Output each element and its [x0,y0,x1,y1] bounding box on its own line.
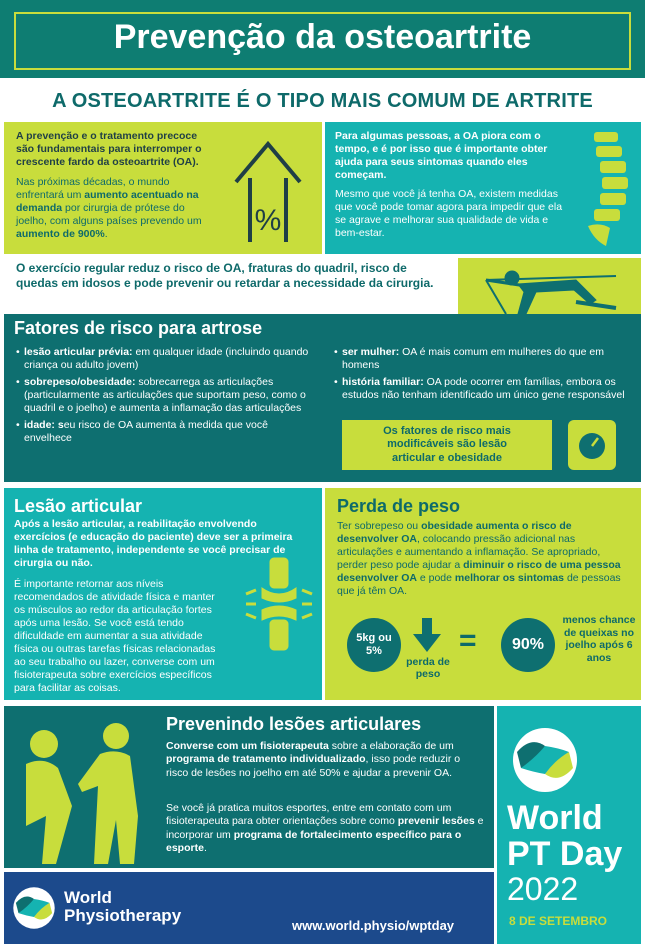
percent-arrow-up-icon [226,130,310,246]
risk-item: • sobrepeso/obesidade: sobrecarrega as articulações (particularmente as articulações que suportam peso, como o quadril e o joelho) e aumenta a inflamação das articulações [16,376,316,415]
preventing-text-2: Se você já pratica muitos esportes, entre em contato com um fisioterapeuta para obter orientações sobre como prevenir lesões e incorporar um programa de fortalecimento específico para o esporte. [166,802,484,854]
wptday-panel [497,706,641,944]
result-text: menos chance de queixas no joelho após 6 anos [562,614,636,664]
risk-callout-text: Os fatores de risco mais modificáveis são lesão articular e obesidade [383,424,511,464]
wptday-line1: World [507,799,603,837]
page-title: Prevenção da osteoartrite [113,18,532,56]
arrow-label: perda de peso [406,656,450,680]
preventing-title: Prevenindo lesões articulares [166,714,422,734]
footer-url[interactable]: www.world.physio/wptday [292,918,455,933]
svg-text:%: % [254,204,282,237]
arrow-down-icon [413,618,441,652]
intro-right-panel [325,122,641,254]
wptday-date: 8 DE SETEMBRO [509,914,608,928]
joint-injury-panel [4,488,322,700]
joint-injury-text: É importante retornar aos níveis recomendados de atividade física e manter os músculos ao redor da articulação fortes após uma lesão. Se você está tendo dificuldade em aumentar a sua atividade física ou outras tarefas físicas relacionadas ao seu trabalho ou lazer, converse com um fisioterapeuta sobre exercícios específicos para facilitar as coisas. [14,578,216,694]
globe-logo-icon [12,886,56,930]
page-header [0,0,645,78]
weight-loss-text: Ter sobrepeso ou obesidade aumenta o risco de desenvolver OA, colocando pressão adicional nas articulações e aumentando a inflamação. Se apropriado, perder peso pode ajudar a diminuir o risco de uma pessoa desenvolver OA e pode melhorar os sintomas de pessoas que já têm OA. [337,520,621,597]
weight-loss-badge: 5kg ou 5% [347,618,401,672]
footer-brand-2: Physiotherapy [64,906,182,925]
intro-left-panel [4,122,322,254]
risk-item: • lesão articular prévia: em qualquer idade (incluindo quando criança ou adulto jovem) [16,346,316,372]
risk-factors-right-list [334,346,634,406]
intro-right-text: Mesmo que você já tenha OA, existem medidas que você pode tomar agora para impedir que ela se agrave e melhorar sua qualidade de vida e bem-estar. [335,188,563,239]
exercise-banner-text: O exercício regular reduz o risco de OA, fraturas do quadril, risco de quedas em idosos e pode prevenir ou retardar a necessidade da cirurgia. [16,261,434,290]
intro-left-bold: A prevenção e o tratamento precoce são fundamentais para interromper o crescente fardo da osteoartrite (OA). [16,130,202,168]
risk-factors-title: Fatores de risco para artrose [14,318,263,338]
wptday-year: 2022 [507,871,579,907]
risk-item: • ser mulher: OA é mais comum em mulheres do que em homens [334,346,634,372]
preventing-text-1: Converse com um fisioterapeuta sobre a elaboração de um programa de tratamento individualizado, isso pode reduzir o risco de lesões no joelho em até 50% e ajudar a prevenir OA. [166,740,461,779]
risk-callout [342,420,552,470]
joint-injury-bold: Após a lesão articular, a reabilitação envolvendo exercícios (e educação do paciente) deve ser a primeira linha de tratamento, independente se você precisar de cirurgia ou não. [14,518,293,569]
joint-injury-title: Lesão articular [14,496,143,516]
weight-loss-panel [325,488,641,700]
risk-item: • história familiar: OA pode ocorrer em famílias, embora os estudos não tenham identificado um único gene responsável [334,376,634,402]
equals-sign: = [459,624,477,657]
weight-loss-title: Perda de peso [337,496,461,516]
physio-patient-icon [12,716,160,864]
scale-icon [562,414,622,476]
risk-factors-panel [4,314,641,482]
exercise-band-icon [466,262,636,320]
spine-icon [580,128,636,250]
knee-joint-icon [242,554,316,654]
preventing-panel [4,706,494,868]
page-subtitle: A OSTEOARTRITE É O TIPO MAIS COMUM DE ARTRITE [52,90,593,112]
result-badge: 90% [501,618,555,672]
wptday-line2: PT Day [507,835,623,873]
exercise-image-panel [458,258,641,322]
footer [4,872,494,944]
risk-item: • idade: seu risco de OA aumenta à medida que você envelhece [16,419,316,445]
intro-left-text: Nas próximas décadas, o mundo enfrentará um aumento acentuado na demanda por cirurgia de prótese do joelho, com alguns países prevendo um aumento de 900%. [16,176,202,240]
intro-right-bold: Para algumas pessoas, a OA piora com o tempo, e é por isso que é importante obter ajuda para seus sintomas quando eles começam. [335,130,548,181]
risk-factors-left-list [16,346,316,449]
globe-logo-icon [511,726,579,794]
footer-brand-1: World [64,888,112,907]
